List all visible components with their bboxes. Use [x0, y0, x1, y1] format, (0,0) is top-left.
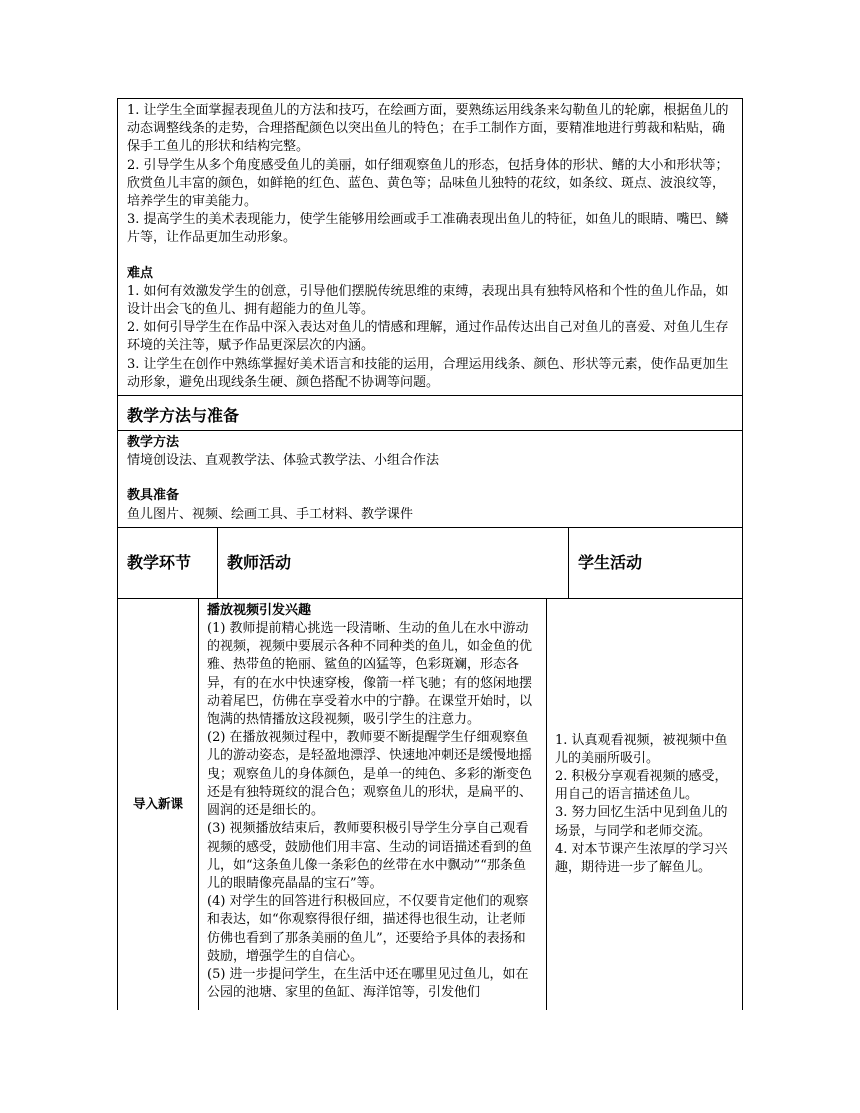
student-activity-item: 4. 对本节课产生浓厚的学习兴趣，期待进一步了解鱼儿。	[555, 841, 728, 875]
table-header-row	[118, 528, 742, 599]
difficulty-item: 1. 如何有效激发学生的创意，引导他们摆脱传统思维的束缚，表现出具有独特风格和个性的鱼儿作品，如设计出会飞的鱼儿、拥有超能力的鱼儿等。	[127, 283, 729, 318]
teacher-activity-item: (2) 在播放视频过程中，教师要不断提醒学生仔细观察鱼儿的游动姿态，是轻盈地漂浮、快速地冲刺还是缓慢地摇曳；观察鱼儿的身体颜色，是单一的纯色、多彩的渐变色还是有独特斑纹的混合色；观察鱼儿的形状，是扁平的、圆润的还是细长的。	[207, 730, 533, 819]
objective-item: 1. 让学生全面掌握表现鱼儿的方法和技巧，在绘画方面，要熟练运用线条来勾勒鱼儿的轮廓，根据鱼儿的动态调整线条的走势，合理搭配颜色以突出鱼儿的特色；在手工制作方面，要精准地进行剪裁和粘贴，确保手工鱼儿的形状和结构完整。	[127, 103, 729, 155]
stage-cell: 导入新课	[118, 599, 199, 1010]
method-text: 情境创设法、直观教学法、体验式教学法、小组合作法	[127, 453, 440, 469]
method-heading: 教学方法	[127, 435, 180, 451]
methods-block	[118, 431, 742, 528]
methods-section-title: 教学方法与准备	[118, 396, 742, 431]
tools-text: 鱼儿图片、视频、绘画工具、手工材料、教学课件	[127, 506, 414, 522]
header-student: 学生活动	[578, 552, 643, 572]
student-activity-item: 2. 积极分享观看视频的感受，用自己的语言描述鱼儿。	[555, 768, 728, 803]
student-activity-item: 3. 努力回忆生活中见到鱼儿的场景，与同学和老师交流。	[555, 805, 728, 839]
teacher-activity-item: (5) 进一步提问学生，在生活中还在哪里见过鱼儿，如在公园的池塘、家里的鱼缸、海洋馆等，引发他们	[207, 966, 529, 1001]
header-teacher: 教师活动	[218, 528, 569, 598]
difficulty-heading: 难点	[127, 265, 154, 281]
teacher-activity-item: (1) 教师提前精心挑选一段清晰、生动的鱼儿在水中游动的视频，视频中要展示各种不同种类的鱼儿，如金鱼的优雅、热带鱼的艳丽、鲨鱼的凶猛等，色彩斑斓，形态各异，有的在水中快速穿梭，像箭一样飞驰；有的悠闲地摆动着尾巴，仿佛在享受着水中的宁静。在课堂开始时，以饱满的热情播放这段视频，吸引学生的注意力。	[207, 621, 533, 728]
lesson-plan-document	[117, 98, 743, 1010]
student-activity-item: 1. 认真观看视频，被视频中鱼儿的美丽所吸引。	[555, 732, 728, 766]
teacher-activity-cell	[199, 599, 547, 1010]
teacher-activity-item: (4) 对学生的回答进行积极回应，不仅要肯定他们的观察和表达，如“你观察得很仔细，描述得也很生动，让老师仿佛也看到了那条美丽的鱼儿”，还要给予具体的表扬和鼓励，增强学生的自信心。	[207, 894, 529, 964]
student-activity-cell	[547, 599, 742, 1010]
objectives-block	[118, 99, 742, 396]
table-row	[118, 599, 742, 1010]
difficulty-item: 3. 让学生在创作中熟练掌握好美术语言和技能的运用，合理运用线条、颜色、形状等元素，使作品更加生动形象，避免出现线条生硬、颜色搭配不协调等问题。	[127, 356, 729, 390]
teacher-activity-title: 播放视频引发兴趣	[207, 602, 312, 618]
objective-item: 3. 提高学生的美术表现能力，使学生能够用绘画或手工准确表现出鱼儿的特征，如鱼儿的眼睛、嘴巴、鳞片等，让作品更加生动形象。	[127, 212, 729, 246]
tools-heading: 教具准备	[127, 488, 180, 504]
objective-item: 2. 引导学生从多个角度感受鱼儿的美丽，如仔细观察鱼儿的形态，包括身体的形状、鳍的大小和形状等；欣赏鱼儿丰富的颜色，如鲜艳的红色、蓝色、黄色等；品味鱼儿独特的花纹，如条纹、斑点、波浪纹等，培养学生的审美能力。	[127, 157, 729, 210]
teacher-activity-item: (3) 视频播放结束后，教师要积极引导学生分享自己观看视频的感受，鼓励他们用丰富、生动的词语描述看到的鱼儿，如“这条鱼儿像一条彩色的丝带在水中飘动”“那条鱼儿的眼睛像亮晶晶的宝石”等。	[207, 821, 533, 891]
difficulty-item: 2. 如何引导学生在作品中深入表达对鱼儿的情感和理解，通过作品传达出自己对鱼儿的喜爱、对鱼儿生存环境的关注等，赋予作品更深层次的内涵。	[127, 320, 729, 354]
header-stage: 教学环节	[118, 528, 218, 598]
